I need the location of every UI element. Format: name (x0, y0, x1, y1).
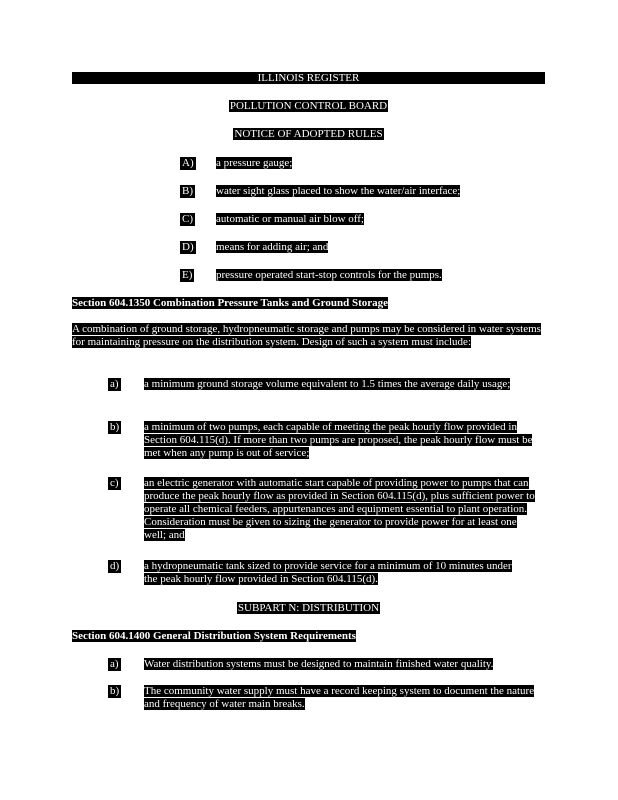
list-label-d: D) (182, 241, 194, 253)
subpart-title (72, 602, 545, 615)
item-label-1350-d: d) (110, 560, 120, 572)
board-title (72, 100, 545, 113)
board-title-text: POLLUTION CONTROL BOARD (229, 100, 388, 112)
subpart-title-text: SUBPART N: DISTRIBUTION (237, 602, 380, 614)
item-1400-a (144, 658, 545, 671)
item-1400-b-text: The community water supply must have a record keeping system to document the nature and frequency of water main breaks. (144, 685, 535, 710)
list-item-a (216, 157, 292, 170)
list-label-a: A) (182, 157, 194, 169)
item-label-1350-b: b) (110, 421, 120, 433)
list-item-e (216, 269, 442, 282)
list-item-a-text: a pressure gauge; (216, 157, 293, 169)
item-1350-a (144, 378, 524, 391)
section-1350-intro (72, 323, 545, 349)
item-1350-b-text: a minimum of two pumps, each capable of meeting the peak hourly flow provided in Section 604.115(d). If more than two pumps are proposed, the peak hourly flow must be met when any pump is out of service; (144, 421, 533, 459)
item-1350-d (144, 560, 524, 586)
list-item-b (216, 185, 460, 198)
item-1350-d-text: a hydropneumatic tank sized to provide service for a minimum of 10 minutes under the peak hourly flow provided in Section 604.115(d). (144, 560, 512, 585)
item-label-1400-a: a) (110, 658, 119, 670)
item-1400-b (144, 685, 545, 711)
list-label-b: B) (182, 185, 193, 197)
item-label-1350-a: a) (110, 378, 119, 390)
item-1400-a-text: Water distribution systems must be designed to maintain finished water quality. (144, 658, 494, 670)
list-item-d-text: means for adding air; and (216, 241, 329, 253)
list-item-c (216, 213, 364, 226)
item-1350-a-text: a minimum ground storage volume equivalent to 1.5 times the average daily usage; (144, 378, 511, 390)
notice-title (72, 128, 545, 141)
list-label-c: C) (182, 213, 193, 225)
list-item-d (216, 241, 328, 254)
section-1350-heading-text: Section 604.1350 Combination Pressure Tanks and Ground Storage (72, 297, 389, 309)
section-1400-heading-text: Section 604.1400 General Distribution System Requirements (72, 630, 356, 642)
item-1350-b (144, 421, 545, 460)
section-1350-intro-text: A combination of ground storage, hydropneumatic storage and pumps may be considered in water systems for maintaining pressure on the distribution system. Design of such a system must include: (72, 323, 541, 348)
list-item-b-text: water sight glass placed to show the water/air interface; (216, 185, 461, 197)
item-label-1350-c: c) (110, 477, 119, 489)
list-item-e-text: pressure operated start-stop controls for the pumps. (216, 269, 442, 281)
item-1350-c (144, 477, 536, 542)
notice-title-text: NOTICE OF ADOPTED RULES (234, 128, 383, 140)
section-1400-heading (72, 630, 356, 643)
item-label-1400-b: b) (110, 685, 120, 697)
list-item-c-text: automatic or manual air blow off; (216, 213, 364, 225)
item-1350-c-text: an electric generator with automatic start capable of providing power to pumps that can produce the peak hourly flow as provided in Section 604.115(d), plus sufficient power to operate all chemical feeders, appurtenances and equipment essential to plant operation. Consideration must be given to sizing the generator to provide power for at least one well; and (144, 477, 535, 541)
list-label-e: E) (182, 269, 193, 281)
register-title: ILLINOIS REGISTER (257, 72, 360, 84)
section-1350-heading (72, 297, 388, 310)
